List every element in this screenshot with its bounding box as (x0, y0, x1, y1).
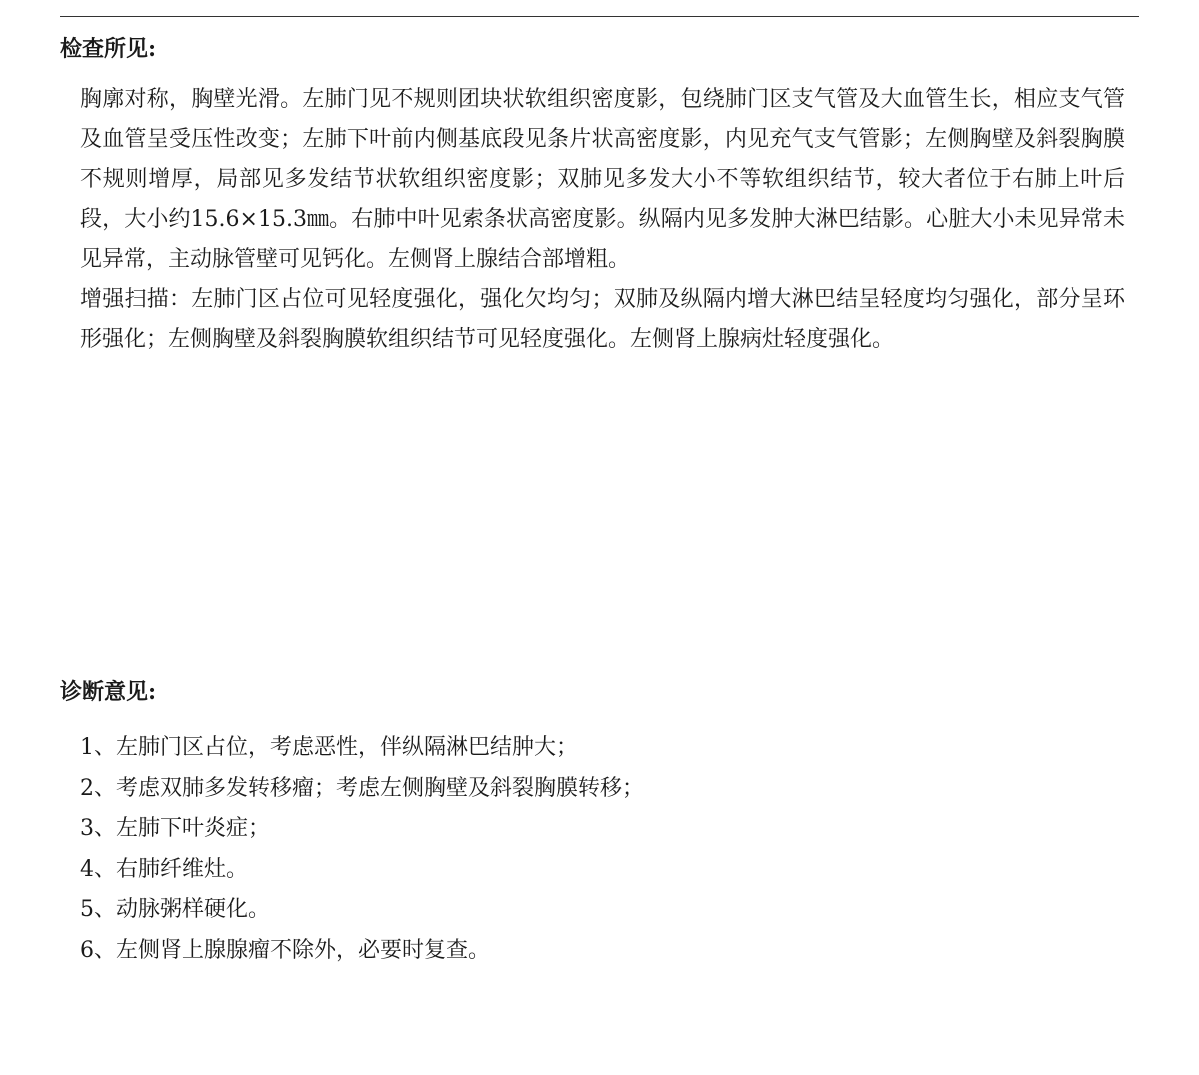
impression-item: 1、左肺门区占位，考虑恶性，伴纵隔淋巴结肿大； (80, 735, 578, 760)
findings-heading: 检查所见: (60, 36, 157, 62)
impression-item: 6、左侧肾上腺腺瘤不除外，必要时复查。 (80, 937, 490, 963)
impression-item: 5、动脉粥样硬化。 (80, 897, 270, 922)
findings-body (80, 80, 1125, 360)
impression-list (80, 728, 1120, 971)
top-divider (60, 16, 1139, 17)
impression-heading: 诊断意见: (60, 679, 157, 705)
impression-item: 4、右肺纤维灶。 (80, 856, 248, 882)
findings-paragraph-description: 胸廓对称，胸壁光滑。左肺门见不规则团块状软组织密度影，包绕肺门区支气管及大血管生长，相应支气管及血管呈受压性改变；左肺下叶前内侧基底段见条片状高密度影，内见充气支气管影；左侧胸壁及斜裂胸膜不规则增厚，局部见多发结节状软组织密度影；双肺见多发大小不等软组织结节，较大者位于右肺上叶后段，大小约15.6×15.3㎜。右肺中叶见索条状高密度影。纵隔内见多发肿大淋巴结影。心脏大小未见异常未见异常，主动脉管壁可见钙化。左侧肾上腺结合部增粗。 (80, 87, 1125, 272)
impression-item: 3、左肺下叶炎症； (80, 816, 270, 841)
impression-item: 2、考虑双肺多发转移瘤；考虑左侧胸壁及斜裂胸膜转移； (80, 775, 644, 801)
findings-paragraph-enhanced-scan: 增强扫描：左肺门区占位可见轻度强化，强化欠均匀；双肺及纵隔内增大淋巴结呈轻度均匀强化，部分呈环形强化；左侧胸壁及斜裂胸膜软组织结节可见轻度强化。左侧肾上腺病灶轻度强化。 (80, 287, 1125, 352)
